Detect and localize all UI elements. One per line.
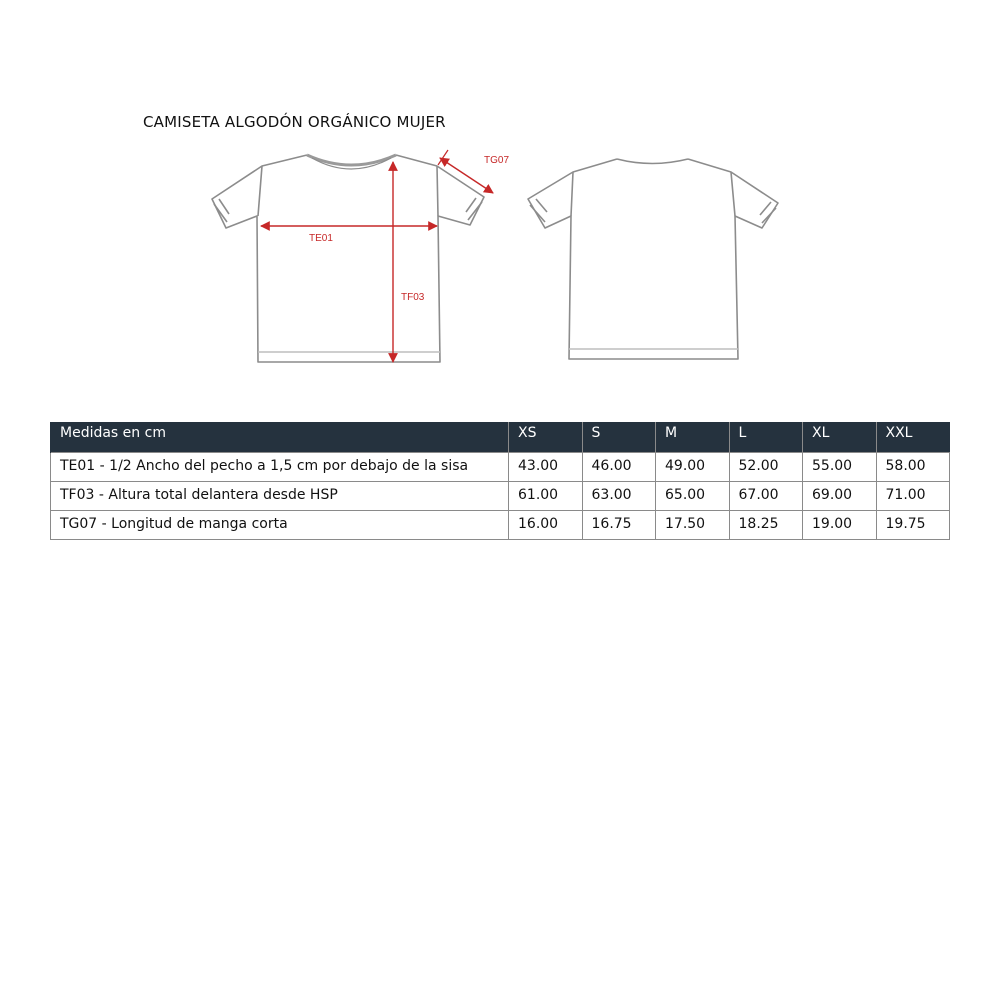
- header-cell: XXL: [876, 422, 950, 453]
- header-cell: S: [582, 422, 656, 453]
- table-cell: 58.00: [876, 453, 950, 482]
- tshirt-measurement-diagram: [0, 0, 1000, 400]
- label-length: TF03: [401, 292, 425, 303]
- table-cell: 16.75: [582, 511, 656, 540]
- table-cell: 55.00: [803, 453, 877, 482]
- table-cell: 69.00: [803, 482, 877, 511]
- table-row: [51, 511, 950, 540]
- measure-chest: [261, 226, 437, 244]
- header-cell: XL: [803, 422, 877, 453]
- header-cell: XS: [509, 422, 583, 453]
- table-cell: 49.00: [656, 453, 730, 482]
- measure-length: [393, 162, 425, 362]
- label-chest: TE01: [309, 233, 333, 244]
- size-chart-table: [50, 422, 950, 540]
- table-cell: TF03 - Altura total delantera desde HSP: [51, 482, 509, 511]
- table-cell: 65.00: [656, 482, 730, 511]
- table-cell: 71.00: [876, 482, 950, 511]
- label-sleeve: TG07: [484, 155, 510, 166]
- table-cell: 43.00: [509, 453, 583, 482]
- table-cell: 16.00: [509, 511, 583, 540]
- table-row: [51, 453, 950, 482]
- header-cell: L: [729, 422, 803, 453]
- tshirt-back: [528, 159, 778, 359]
- header-cell: Medidas en cm: [51, 422, 509, 453]
- table-cell: 19.00: [803, 511, 877, 540]
- table-cell: 18.25: [729, 511, 803, 540]
- table-row: [51, 482, 950, 511]
- tshirt-front: [212, 155, 484, 362]
- page-title: CAMISETA ALGODÓN ORGÁNICO MUJER: [143, 113, 446, 131]
- header-cell: M: [656, 422, 730, 453]
- table-cell: 19.75: [876, 511, 950, 540]
- table-cell: 63.00: [582, 482, 656, 511]
- table-cell: 67.00: [729, 482, 803, 511]
- table-cell: 61.00: [509, 482, 583, 511]
- table-cell: 17.50: [656, 511, 730, 540]
- table-cell: TG07 - Longitud de manga corta: [51, 511, 509, 540]
- table-cell: 52.00: [729, 453, 803, 482]
- table-header-row: [51, 422, 950, 453]
- measure-sleeve: [438, 150, 509, 193]
- table-cell: 46.00: [582, 453, 656, 482]
- table-cell: TE01 - 1/2 Ancho del pecho a 1,5 cm por debajo de la sisa: [51, 453, 509, 482]
